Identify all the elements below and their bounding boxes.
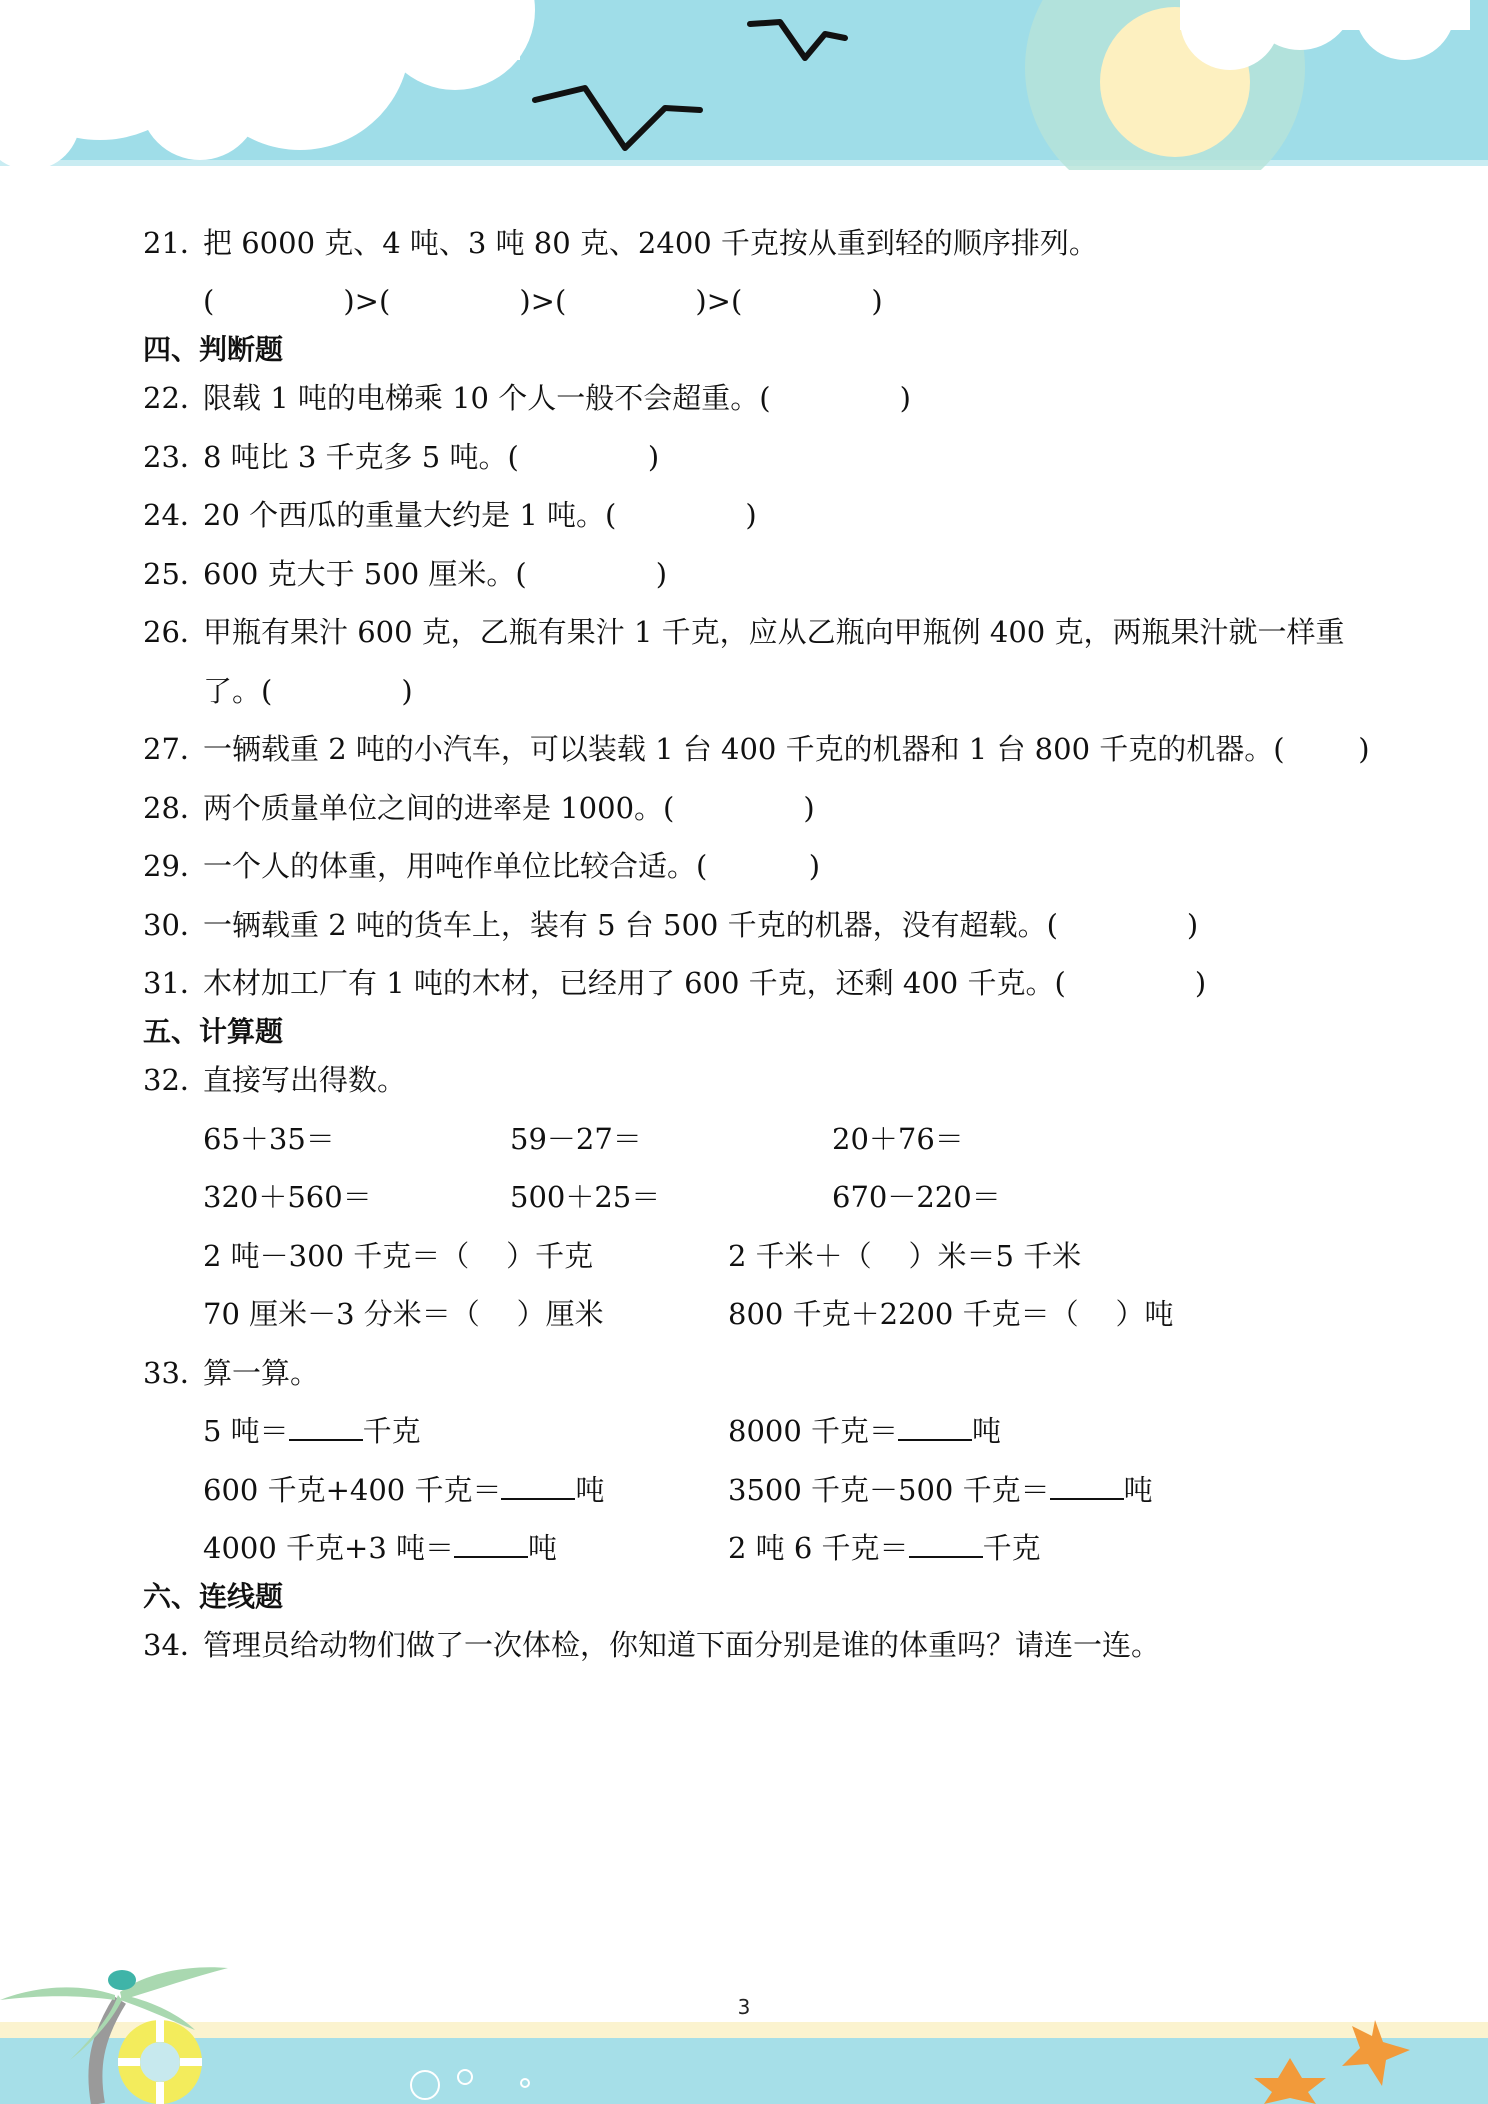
question-text: 两个质量单位之间的进率是 1000。( ): [203, 791, 815, 825]
calc-item: 670－220＝: [832, 1180, 1001, 1214]
answer-blank[interactable]: [454, 1528, 528, 1558]
question-text: 一个人的体重，用吨作单位比较合适。( ): [203, 849, 821, 883]
question-text: 直接写出得数。: [203, 1063, 407, 1097]
question-text: 限载 1 吨的电梯乘 10 个人一般不会超重。( ): [203, 381, 911, 415]
question-number: 23．: [143, 440, 209, 474]
question-number: 26．: [143, 615, 209, 649]
question-text: 甲瓶有果汁 600 克，乙瓶有果汁 1 千克，应从乙瓶向甲瓶例 400 克，两瓶果汁就一样重: [203, 615, 1345, 649]
section-title: 五、计算题: [143, 1015, 284, 1048]
fill-item: 4000 千克+3 吨＝ 吨: [203, 1528, 557, 1568]
question-number: 24．: [143, 498, 209, 532]
calc-item: 20＋76＝: [832, 1122, 964, 1156]
answer-blank[interactable]: [289, 1411, 363, 1441]
question-text: 一辆载重 2 吨的货车上，装有 5 台 500 千克的机器，没有超载。( ): [203, 908, 1199, 942]
section-title: 四、判断题: [143, 333, 284, 366]
question-text: 一辆载重 2 吨的小汽车，可以装载 1 台 400 千克的机器和 1 台 800 千克的机器。( ): [203, 732, 1370, 766]
section-title: 六、连线题: [143, 1580, 284, 1613]
question-text: 木材加工厂有 1 吨的木材，已经用了 600 千克，还剩 400 千克。( ): [203, 966, 1207, 1000]
answer-blank[interactable]: [898, 1411, 972, 1441]
fill-item: 2 吨 6 千克＝ 千克: [728, 1528, 1041, 1568]
calc-item: 70 厘米－3 分米＝（ ）厘米: [203, 1297, 604, 1331]
fill-item: 5 吨＝ 千克: [203, 1411, 421, 1451]
question-number: 27．: [143, 732, 209, 766]
question-number: 34．: [143, 1628, 209, 1662]
answer-blank[interactable]: [909, 1528, 983, 1558]
question-text: 600 克大于 500 厘米。( ): [203, 557, 668, 591]
answer-blank[interactable]: [1050, 1470, 1124, 1500]
calc-item: 800 千克＋2200 千克＝（ ）吨: [728, 1297, 1174, 1331]
fill-item: 600 千克+400 千克＝ 吨: [203, 1470, 604, 1510]
calc-item: 2 吨－300 千克＝（ ）千克: [203, 1239, 594, 1273]
question-number: 32．: [143, 1063, 209, 1097]
question-number: 33．: [143, 1356, 209, 1390]
calc-item: 2 千米＋（ ）米＝5 千米: [728, 1239, 1082, 1273]
calc-item: 320＋560＝: [203, 1180, 372, 1214]
question-text: 管理员给动物们做了一次体检，你知道下面分别是谁的体重吗？请连一连。: [203, 1628, 1161, 1662]
question-text: 了。( ): [203, 674, 413, 708]
question-text: 算一算。: [203, 1356, 320, 1390]
question-number: 29．: [143, 849, 209, 883]
swim-ring-icon: [118, 2020, 202, 2104]
ordering-blanks: ( )>( )>( )>( ): [203, 284, 883, 318]
question-number: 22．: [143, 381, 209, 415]
question-number: 31．: [143, 966, 209, 1000]
calc-item: 59－27＝: [510, 1122, 642, 1156]
question-number: 25．: [143, 557, 209, 591]
calc-item: 500＋25＝: [510, 1180, 661, 1214]
fill-item: 3500 千克－500 千克＝ 吨: [728, 1470, 1153, 1510]
calc-item: 65＋35＝: [203, 1122, 335, 1156]
question-number: 30．: [143, 908, 209, 942]
answer-blank[interactable]: [501, 1470, 575, 1500]
question-text: 20 个西瓜的重量大约是 1 吨。( ): [203, 498, 757, 532]
question-text: 8 吨比 3 千克多 5 吨。( ): [203, 440, 660, 474]
question-text: 把 6000 克、4 吨、3 吨 80 克、2400 千克按从重到轻的顺序排列。: [203, 226, 1098, 260]
question-number: 28．: [143, 791, 209, 825]
page-number: 3: [737, 1995, 751, 2019]
question-number: 21．: [143, 226, 209, 260]
fill-item: 8000 千克＝ 吨: [728, 1411, 1001, 1451]
